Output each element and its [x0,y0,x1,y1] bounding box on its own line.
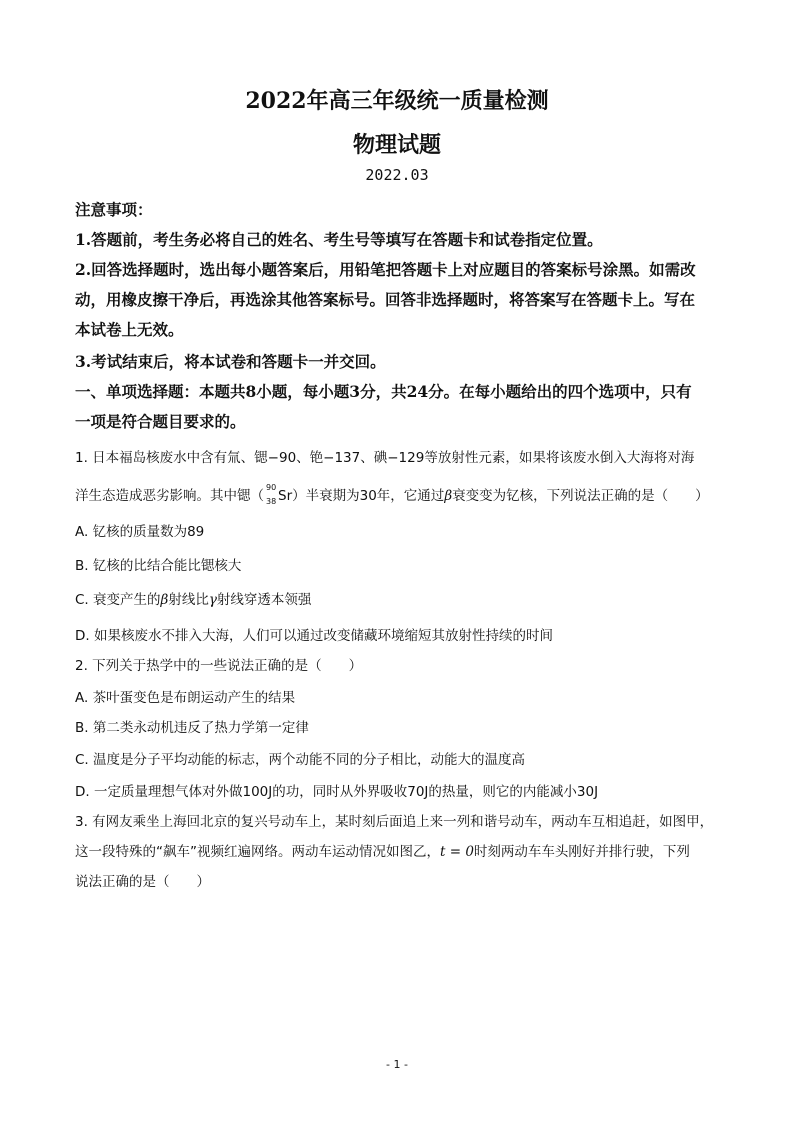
page-number: - 1 - [386,1058,408,1071]
q2-option-d: D. 一定质量理想气体对外做100J的功，同时从外界吸收70J的热量，则它的内能减小30J [75,784,599,800]
q2-option-c: C. 温度是分子平均动能的标志，两个动能不同的分子相比，动能大的温度高 [75,752,526,768]
sr-mass-number: 90 [266,483,277,492]
q1-stem-line1: 1. 日本福岛核废水中含有氚、锶−90、铯−137、碘−129等放射性元素，如果将该废水倒入大海将对海 [75,450,695,466]
q1-stem-line2-c: 衰变变为钇核，下列说法正确的是（ ） [452,488,709,504]
q1-stem-line2-a: 洋生态造成恶劣影响。其中锶（ [75,488,264,504]
notes-item-2: 2.回答选择题时，选出每小题答案后，用铅笔把答题卡上对应题目的答案标号涂黑。如需改 [75,260,696,279]
q3-stem-line2-b: 时刻两动车车头刚好并排行驶，下列 [473,844,690,860]
gamma-symbol: γ [208,592,217,608]
beta-symbol: β [444,488,453,504]
q1-option-a: A. 钇核的质量数为89 [75,524,205,540]
notes-item-2-end: 本试卷上无效。 [75,320,184,339]
section-heading-cont: 一项是符合题目要求的。 [75,412,246,431]
q1-stem-line2 [75,484,725,506]
q1-option-b: B. 钇核的比结合能比锶核大 [75,558,242,574]
q1-option-c [75,588,725,608]
t-equals-zero: t = 0 [440,844,474,860]
notes-item-3: 3.考试结束后，将本试卷和答题卡一并交回。 [75,352,386,371]
exam-title: 2022年高三年级统一质量检测 [245,88,549,114]
q2-stem: 2. 下列关于热学中的一些说法正确的是（ ） [75,658,363,674]
section-heading: 一、单项选择题：本题共8小题，每小题3分，共24分。在每小题给出的四个选项中，只有 [75,382,692,401]
notes-item-1: 1.答题前，考生务必将自己的姓名、考生号等填写在答题卡和试卷指定位置。 [75,230,603,249]
q2-option-a: A. 茶叶蛋变色是布朗运动产生的结果 [75,690,296,706]
notes-heading: 注意事项： [75,200,153,219]
sr-symbol: Sr [278,488,293,504]
q1-option-d: D. 如果核废水不排入大海，人们可以通过改变储藏环境缩短其放射性持续的时间 [75,628,553,644]
beta-symbol: β [160,592,169,608]
sr-atomic-number: 38 [266,497,277,506]
notes-item-2-cont: 动，用橡皮擦干净后，再选涂其他答案标号。回答非选择题时，将答案写在答题卡上。写在 [75,290,696,309]
q3-stem-line3: 说法正确的是（ ） [75,874,210,890]
q1-option-c-a: C. 衰变产生的 [75,592,161,608]
q3-stem-line2-a: 这一段特殊的“飙车”视频红遍网络。两动车运动情况如图乙， [75,844,440,860]
exam-subject: 物理试题 [352,132,441,158]
q1-stem-line2-b: ）半衰期为30年，它通过 [292,488,445,504]
q2-option-b: B. 第二类永动机违反了热力学第一定律 [75,720,309,736]
q3-stem-line1: 3. 有网友乘坐上海回北京的复兴号动车上，某时刻后面追上来一列和谐号动车，两动车互相追赶，如图甲， [75,814,714,830]
exam-date: 2022.03 [365,166,429,184]
q1-option-c-c: 射线穿透本领强 [216,592,312,608]
q1-option-c-b: 射线比 [168,592,209,608]
q3-stem-line2 [75,842,725,862]
sr-isotope [264,483,278,506]
